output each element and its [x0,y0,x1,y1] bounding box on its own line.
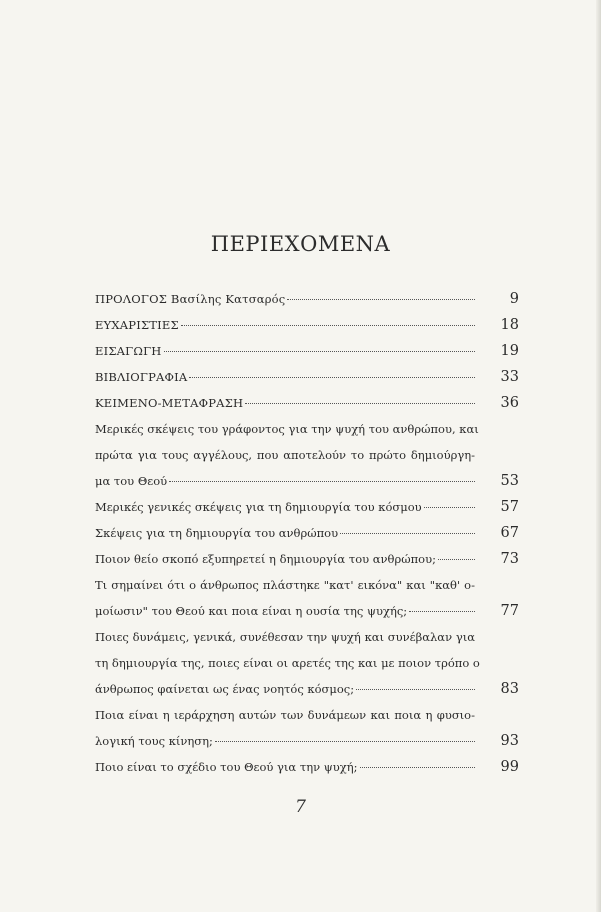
toc-entry[interactable] [95,312,519,338]
table-of-contents [95,286,519,780]
toc-entry-page-number: 77 [500,603,519,619]
toc-entry-page-number: 83 [500,681,519,697]
toc-entry[interactable] [95,286,519,312]
toc-entry[interactable] [95,546,519,572]
toc-entry-page-number: 19 [500,343,519,359]
toc-entry[interactable] [95,390,519,416]
toc-entry-title: Μερικές γενικές σκέψεις για τη δημιουργία του κόσμου [95,500,422,514]
toc-entry-text-line: Ποια είναι η ιεράρχηση αυτών των δυνάμεων και ποια η φυσιο- [95,708,475,722]
toc-entry-title: ΚΕΙΜΕΝΟ-ΜΕΤΑΦΡΑΣΗ [95,396,244,410]
dot-leader [438,559,475,560]
toc-entry[interactable] [95,416,519,494]
toc-entry-page-number: 99 [500,759,519,775]
toc-entry-page-number: 18 [500,317,519,333]
toc-entry-text-line: Τι σημαίνει ότι ο άνθρωπος πλάστηκε "κατ' εικόνα" και "καθ' ο- [95,578,475,592]
toc-entry-page-number: 67 [500,525,519,541]
dot-leader [181,325,475,326]
dot-leader [164,351,476,352]
toc-entry-page-number: 73 [500,551,519,567]
toc-entry-page-number: 53 [500,473,519,489]
dot-leader [189,377,475,378]
toc-entry-title: ΕΥΧΑΡΙΣΤΙΕΣ [95,318,179,332]
toc-entry-title: άνθρωπος φαίνεται ως ένας νοητός κόσμος; [95,682,355,696]
dot-leader [340,533,475,534]
toc-entry[interactable] [95,520,519,546]
toc-entry-text-line: Μερικές σκέψεις του γράφοντος για την ψυχή του ανθρώπου, και [95,422,479,436]
toc-entry[interactable] [95,624,519,702]
toc-entry-title: μα του Θεού [95,474,168,488]
page-edge-shadow [596,0,601,912]
toc-entry-page-number: 33 [500,369,519,385]
toc-entry-leader-line [95,390,519,416]
toc-entry-leader-line [95,338,519,364]
dot-leader [356,689,475,690]
toc-entry-page-number: 36 [500,395,519,411]
toc-entry-text-line: Ποιες δυνάμεις, γενικά, συνέθεσαν την ψυχή και συνέβαλαν για [95,630,475,644]
dot-leader [169,481,475,482]
toc-entry[interactable] [95,572,519,624]
toc-entry-title: ΕΙΣΑΓΩΓΗ [95,344,162,358]
toc-entry[interactable] [95,494,519,520]
page-title: ΠΕΡΙΕΧΟΜΕΝΑ [210,232,391,256]
toc-entry-leader-line [95,754,519,780]
toc-entry-leader-line [95,598,519,624]
toc-entry-leader-line [95,546,519,572]
toc-entry[interactable] [95,364,519,390]
toc-entry-leader-line [95,468,519,494]
toc-entry-page-number: 9 [509,291,519,307]
toc-entry-leader-line [95,676,519,702]
dot-leader [287,299,475,300]
toc-entry-leader-line [95,364,519,390]
dot-leader [424,507,475,508]
toc-entry-leader-line [95,520,519,546]
dot-leader [360,767,476,768]
toc-entry-title: Ποιον θείο σκοπό εξυπηρετεί η δημιουργία του ανθρώπου; [95,552,436,566]
toc-entry-title: ΠΡΟΛΟΓΟΣ Βασίλης Κατσαρός [95,292,286,306]
dot-leader [245,403,475,404]
page-number: 7 [295,797,306,817]
toc-entry-text-line: τη δημιουργία της, ποιες είναι οι αρετές της και με ποιον τρόπο ο [95,656,480,670]
toc-entry[interactable] [95,338,519,364]
toc-entry-leader-line [95,494,519,520]
toc-entry-text-line: πρώτα για τους αγγέλους, που αποτελούν το πρώτο δημιούργη- [95,448,475,462]
dot-leader [215,741,475,742]
toc-entry-leader-line [95,312,519,338]
toc-entry-title: Σκέψεις για τη δημιουργία του ανθρώπου [95,526,339,540]
toc-entry-page-number: 93 [500,733,519,749]
toc-entry-title: λογική τους κίνηση; [95,734,213,748]
toc-entry-leader-line [95,728,519,754]
toc-entry-title: ΒΙΒΛΙΟΓΡΑΦΙΑ [95,370,188,384]
toc-entry[interactable] [95,702,519,754]
toc-entry-title: Ποιο είναι το σχέδιο του Θεού για την ψυχή; [95,760,358,774]
dot-leader [409,611,475,612]
toc-entry-title: μοίωσιν" του Θεού και ποια είναι η ουσία της ψυχής; [95,604,408,618]
toc-entry-leader-line [95,286,519,312]
toc-entry[interactable] [95,754,519,780]
toc-entry-page-number: 57 [500,499,519,515]
